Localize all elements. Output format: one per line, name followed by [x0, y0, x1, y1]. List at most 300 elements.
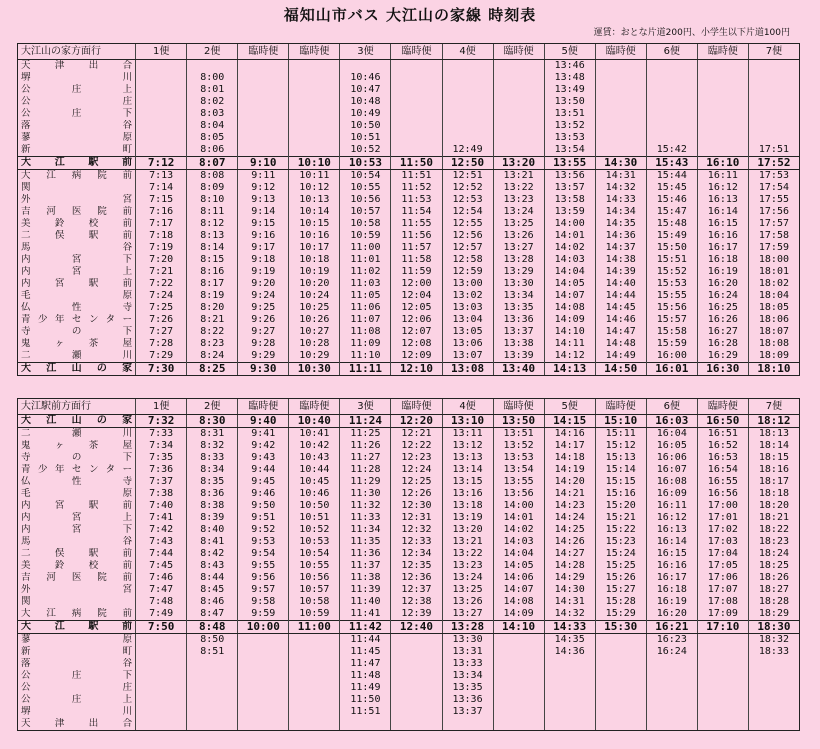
time-cell: 10:40 — [289, 415, 340, 428]
time-cell: 13:52 — [493, 440, 544, 452]
time-cell: 18:16 — [748, 464, 799, 476]
time-cell: 14:05 — [544, 278, 595, 290]
table-row — [18, 206, 800, 218]
table-row — [18, 500, 800, 512]
time-cell — [646, 132, 697, 144]
table-row — [18, 60, 800, 73]
time-cell: 11:25 — [340, 428, 391, 441]
time-cell: 15:28 — [595, 596, 646, 608]
time-cell — [289, 60, 340, 73]
time-cell — [136, 60, 187, 73]
time-cell: 15:48 — [646, 218, 697, 230]
time-cell — [391, 120, 442, 132]
time-cell: 9:55 — [238, 560, 289, 572]
time-cell: 11:37 — [340, 560, 391, 572]
time-cell: 10:15 — [289, 218, 340, 230]
time-cell: 14:25 — [544, 524, 595, 536]
time-cell: 16:21 — [646, 621, 697, 634]
time-cell: 8:23 — [187, 338, 238, 350]
time-cell: 10:19 — [289, 266, 340, 278]
time-cell: 16:12 — [697, 182, 748, 194]
time-cell: 9:54 — [238, 548, 289, 560]
time-cell: 16:16 — [646, 560, 697, 572]
time-cell: 16:17 — [646, 572, 697, 584]
time-cell — [391, 72, 442, 84]
table-row — [18, 350, 800, 363]
time-cell — [697, 72, 748, 84]
time-cell: 18:21 — [748, 512, 799, 524]
time-cell — [238, 718, 289, 731]
time-cell: 18:27 — [748, 584, 799, 596]
table-row — [18, 314, 800, 326]
time-cell — [391, 718, 442, 731]
time-cell: 13:34 — [442, 670, 493, 682]
time-cell: 12:22 — [391, 440, 442, 452]
time-cell: 16:18 — [697, 254, 748, 266]
time-cell: 7:45 — [136, 560, 187, 572]
time-cell: 7:35 — [136, 452, 187, 464]
time-cell: 15:21 — [595, 512, 646, 524]
timetable-outbound — [17, 43, 800, 376]
time-cell: 7:15 — [136, 194, 187, 206]
service-column-header: 臨時便 — [238, 44, 289, 60]
time-cell: 7:36 — [136, 464, 187, 476]
time-cell: 9:41 — [238, 428, 289, 441]
time-cell: 7:32 — [136, 415, 187, 428]
time-cell: 7:37 — [136, 476, 187, 488]
time-cell: 11:41 — [340, 608, 391, 621]
service-column-header: 5便 — [544, 44, 595, 60]
time-cell: 17:00 — [697, 500, 748, 512]
time-cell — [646, 694, 697, 706]
time-cell: 10:00 — [238, 621, 289, 634]
table-row — [18, 194, 800, 206]
header-row — [18, 44, 800, 60]
time-cell: 15:55 — [646, 290, 697, 302]
time-cell — [289, 96, 340, 108]
time-cell: 8:39 — [187, 512, 238, 524]
time-cell: 18:18 — [748, 488, 799, 500]
time-cell: 12:37 — [391, 584, 442, 596]
time-cell: 14:34 — [595, 206, 646, 218]
time-cell: 9:20 — [238, 278, 289, 290]
time-cell: 7:20 — [136, 254, 187, 266]
time-cell: 13:21 — [493, 170, 544, 183]
time-cell: 12:23 — [391, 452, 442, 464]
time-cell: 14:33 — [544, 621, 595, 634]
time-cell: 18:07 — [748, 326, 799, 338]
time-cell: 16:16 — [697, 230, 748, 242]
time-cell: 11:44 — [340, 634, 391, 647]
time-cell — [697, 144, 748, 157]
time-cell — [748, 60, 799, 73]
time-cell: 12:58 — [442, 254, 493, 266]
time-cell: 11:28 — [340, 464, 391, 476]
time-cell: 9:25 — [238, 302, 289, 314]
time-cell: 16:26 — [697, 314, 748, 326]
time-cell: 14:45 — [595, 302, 646, 314]
stop-name: 外宮 — [18, 194, 136, 206]
table-row — [18, 536, 800, 548]
stop-name: 大江山の家 — [18, 415, 136, 428]
time-cell — [136, 132, 187, 144]
time-cell: 11:07 — [340, 314, 391, 326]
time-cell — [442, 132, 493, 144]
time-cell: 17:01 — [697, 512, 748, 524]
time-cell: 11:39 — [340, 584, 391, 596]
time-cell: 10:50 — [289, 500, 340, 512]
time-cell — [187, 694, 238, 706]
time-cell: 9:15 — [238, 218, 289, 230]
time-cell: 7:27 — [136, 326, 187, 338]
time-cell: 14:37 — [595, 242, 646, 254]
time-cell: 8:09 — [187, 182, 238, 194]
time-cell: 18:14 — [748, 440, 799, 452]
time-cell — [289, 718, 340, 731]
time-cell: 10:25 — [289, 302, 340, 314]
time-cell: 8:48 — [187, 621, 238, 634]
time-cell: 14:30 — [544, 584, 595, 596]
time-cell: 17:56 — [748, 206, 799, 218]
time-cell: 14:40 — [595, 278, 646, 290]
time-cell: 12:36 — [391, 572, 442, 584]
time-cell — [697, 84, 748, 96]
time-cell: 10:41 — [289, 428, 340, 441]
time-cell: 10:52 — [340, 144, 391, 157]
time-cell: 9:27 — [238, 326, 289, 338]
time-cell: 10:58 — [340, 218, 391, 230]
time-cell — [136, 108, 187, 120]
time-cell: 10:17 — [289, 242, 340, 254]
time-cell: 17:10 — [697, 621, 748, 634]
time-cell: 15:16 — [595, 488, 646, 500]
service-column-header: 2便 — [187, 44, 238, 60]
time-cell: 14:01 — [493, 512, 544, 524]
time-cell: 15:50 — [646, 242, 697, 254]
table-row — [18, 560, 800, 572]
time-cell — [493, 144, 544, 157]
time-cell: 7:24 — [136, 290, 187, 302]
time-cell: 16:13 — [697, 194, 748, 206]
time-cell: 13:53 — [544, 132, 595, 144]
time-cell: 18:23 — [748, 536, 799, 548]
time-cell: 16:09 — [646, 488, 697, 500]
time-cell: 10:59 — [340, 230, 391, 242]
time-cell: 15:29 — [595, 608, 646, 621]
time-cell — [391, 634, 442, 647]
stop-name: 大江病院前 — [18, 170, 136, 183]
time-cell: 9:59 — [238, 608, 289, 621]
time-cell: 16:13 — [646, 524, 697, 536]
time-cell: 13:25 — [442, 584, 493, 596]
time-cell: 10:42 — [289, 440, 340, 452]
time-cell — [442, 108, 493, 120]
time-cell: 7:49 — [136, 608, 187, 621]
time-cell: 8:22 — [187, 326, 238, 338]
time-cell — [595, 144, 646, 157]
time-cell: 11:52 — [391, 182, 442, 194]
page-title: 福知山市バス 大江山の家線 時刻表 — [283, 6, 537, 24]
time-cell: 14:20 — [544, 476, 595, 488]
time-cell: 18:15 — [748, 452, 799, 464]
time-cell: 7:34 — [136, 440, 187, 452]
time-cell: 10:16 — [289, 230, 340, 242]
time-cell: 13:24 — [493, 206, 544, 218]
time-cell: 12:56 — [442, 230, 493, 242]
time-cell — [493, 694, 544, 706]
time-cell: 10:24 — [289, 290, 340, 302]
time-cell: 15:43 — [646, 157, 697, 170]
time-cell — [391, 670, 442, 682]
time-cell — [136, 718, 187, 731]
time-cell — [544, 670, 595, 682]
time-cell — [748, 670, 799, 682]
time-cell — [595, 706, 646, 718]
time-cell: 12:40 — [391, 621, 442, 634]
table-row — [18, 278, 800, 290]
table-row — [18, 670, 800, 682]
time-cell: 13:33 — [442, 658, 493, 670]
stop-name: 内宮下 — [18, 254, 136, 266]
time-cell — [493, 658, 544, 670]
service-column-header: 4便 — [442, 44, 493, 60]
service-column-header: 臨時便 — [595, 399, 646, 415]
time-cell: 14:11 — [544, 338, 595, 350]
time-cell: 7:21 — [136, 266, 187, 278]
time-cell: 11:24 — [340, 415, 391, 428]
fare-note: 運賃：おとな片道200円、小学生以下片道100円 — [593, 28, 790, 38]
time-cell: 13:36 — [442, 694, 493, 706]
time-cell — [748, 718, 799, 731]
time-cell: 17:02 — [697, 524, 748, 536]
stop-name: 二俣駅前 — [18, 548, 136, 560]
time-cell: 18:00 — [748, 254, 799, 266]
time-cell — [289, 670, 340, 682]
time-cell — [748, 682, 799, 694]
time-cell: 11:35 — [340, 536, 391, 548]
time-cell — [238, 634, 289, 647]
time-cell: 18:08 — [748, 338, 799, 350]
time-cell — [493, 682, 544, 694]
time-cell — [391, 96, 442, 108]
time-cell — [748, 132, 799, 144]
service-column-header: 臨時便 — [391, 44, 442, 60]
time-cell — [391, 144, 442, 157]
time-cell — [544, 718, 595, 731]
time-cell: 10:10 — [289, 157, 340, 170]
time-cell: 16:01 — [646, 363, 697, 376]
time-cell: 11:29 — [340, 476, 391, 488]
time-cell: 14:49 — [595, 350, 646, 363]
time-cell: 14:04 — [544, 266, 595, 278]
time-cell — [748, 96, 799, 108]
time-cell: 13:52 — [544, 120, 595, 132]
time-cell: 14:23 — [544, 500, 595, 512]
time-cell: 13:36 — [493, 314, 544, 326]
time-cell: 11:26 — [340, 440, 391, 452]
time-cell: 8:11 — [187, 206, 238, 218]
time-cell — [136, 646, 187, 658]
time-cell: 12:54 — [442, 206, 493, 218]
time-cell — [595, 718, 646, 731]
time-cell: 11:40 — [340, 596, 391, 608]
time-cell: 14:03 — [493, 536, 544, 548]
time-cell: 16:55 — [697, 476, 748, 488]
time-cell — [391, 694, 442, 706]
time-cell: 8:36 — [187, 488, 238, 500]
time-cell: 9:10 — [238, 157, 289, 170]
time-cell: 13:28 — [442, 621, 493, 634]
time-cell: 16:24 — [646, 646, 697, 658]
time-cell: 17:07 — [697, 584, 748, 596]
time-cell: 12:00 — [391, 278, 442, 290]
time-cell: 13:23 — [442, 560, 493, 572]
table-row — [18, 144, 800, 157]
time-cell — [646, 718, 697, 731]
time-cell: 13:00 — [442, 278, 493, 290]
time-cell: 10:43 — [289, 452, 340, 464]
time-cell: 14:07 — [493, 584, 544, 596]
time-cell: 17:51 — [748, 144, 799, 157]
table-row — [18, 157, 800, 170]
time-cell: 12:35 — [391, 560, 442, 572]
time-cell: 10:45 — [289, 476, 340, 488]
time-cell: 8:45 — [187, 584, 238, 596]
time-cell: 18:20 — [748, 500, 799, 512]
time-cell — [493, 108, 544, 120]
stop-name: 大江駅前 — [18, 621, 136, 634]
time-cell — [493, 670, 544, 682]
time-cell — [646, 60, 697, 73]
time-cell — [238, 96, 289, 108]
time-cell — [748, 120, 799, 132]
time-cell: 13:49 — [544, 84, 595, 96]
time-cell: 14:04 — [493, 548, 544, 560]
time-cell: 17:08 — [697, 596, 748, 608]
time-cell: 16:53 — [697, 452, 748, 464]
time-cell: 12:04 — [391, 290, 442, 302]
time-cell: 17:52 — [748, 157, 799, 170]
time-cell: 9:24 — [238, 290, 289, 302]
time-cell: 8:19 — [187, 290, 238, 302]
time-cell: 16:29 — [697, 350, 748, 363]
time-cell — [697, 706, 748, 718]
time-cell: 13:37 — [493, 326, 544, 338]
time-cell: 13:29 — [493, 266, 544, 278]
stop-name: 内宮駅前 — [18, 278, 136, 290]
time-cell: 13:57 — [544, 182, 595, 194]
table-row — [18, 96, 800, 108]
stop-name: 堺川 — [18, 706, 136, 718]
time-cell: 16:14 — [646, 536, 697, 548]
time-cell — [238, 670, 289, 682]
time-cell: 16:25 — [697, 302, 748, 314]
time-cell: 11:30 — [340, 488, 391, 500]
time-cell — [646, 670, 697, 682]
table-row — [18, 428, 800, 441]
time-cell: 8:44 — [187, 572, 238, 584]
time-cell — [136, 84, 187, 96]
service-column-header: 3便 — [340, 44, 391, 60]
time-cell: 13:55 — [493, 476, 544, 488]
time-cell — [238, 72, 289, 84]
time-cell: 18:32 — [748, 634, 799, 647]
table-row — [18, 120, 800, 132]
time-cell: 14:38 — [595, 254, 646, 266]
table-row — [18, 254, 800, 266]
time-cell: 17:57 — [748, 218, 799, 230]
table-row — [18, 302, 800, 314]
time-cell: 16:50 — [697, 415, 748, 428]
time-cell — [340, 718, 391, 731]
time-cell: 14:31 — [544, 596, 595, 608]
table-row — [18, 658, 800, 670]
time-cell: 10:12 — [289, 182, 340, 194]
time-cell: 10:53 — [340, 157, 391, 170]
time-cell — [493, 706, 544, 718]
time-cell: 14:02 — [544, 242, 595, 254]
time-cell: 11:11 — [340, 363, 391, 376]
time-cell: 13:26 — [442, 596, 493, 608]
time-cell: 10:44 — [289, 464, 340, 476]
time-cell — [697, 682, 748, 694]
time-cell: 9:50 — [238, 500, 289, 512]
time-cell: 12:20 — [391, 415, 442, 428]
time-cell — [493, 72, 544, 84]
time-cell — [646, 120, 697, 132]
time-cell: 10:56 — [340, 194, 391, 206]
time-cell: 14:07 — [544, 290, 595, 302]
time-cell: 17:04 — [697, 548, 748, 560]
time-cell: 13:26 — [493, 230, 544, 242]
time-cell — [136, 682, 187, 694]
table-row — [18, 488, 800, 500]
table-row — [18, 621, 800, 634]
time-cell: 9:45 — [238, 476, 289, 488]
time-cell: 7:44 — [136, 548, 187, 560]
time-cell: 16:19 — [697, 266, 748, 278]
time-cell: 16:54 — [697, 464, 748, 476]
time-cell — [748, 694, 799, 706]
time-cell: 13:51 — [493, 428, 544, 441]
time-cell: 18:22 — [748, 524, 799, 536]
time-cell: 13:59 — [544, 206, 595, 218]
time-cell: 11:51 — [340, 706, 391, 718]
time-cell: 13:25 — [493, 218, 544, 230]
time-cell: 8:01 — [187, 84, 238, 96]
time-cell: 14:18 — [544, 452, 595, 464]
time-cell — [595, 670, 646, 682]
time-cell: 8:04 — [187, 120, 238, 132]
time-cell: 12:50 — [442, 157, 493, 170]
stop-name: 寺の下 — [18, 326, 136, 338]
time-cell: 8:32 — [187, 440, 238, 452]
time-cell: 13:16 — [442, 488, 493, 500]
time-cell: 10:13 — [289, 194, 340, 206]
stop-name: 美鈴校前 — [18, 218, 136, 230]
time-cell — [442, 60, 493, 73]
time-cell: 12:52 — [442, 182, 493, 194]
time-cell — [289, 132, 340, 144]
table-row — [18, 464, 800, 476]
time-cell: 14:47 — [595, 326, 646, 338]
time-cell: 13:55 — [544, 157, 595, 170]
time-cell: 13:23 — [493, 194, 544, 206]
time-cell — [391, 706, 442, 718]
time-cell: 18:10 — [748, 363, 799, 376]
time-cell: 13:27 — [442, 608, 493, 621]
time-cell: 18:33 — [748, 646, 799, 658]
